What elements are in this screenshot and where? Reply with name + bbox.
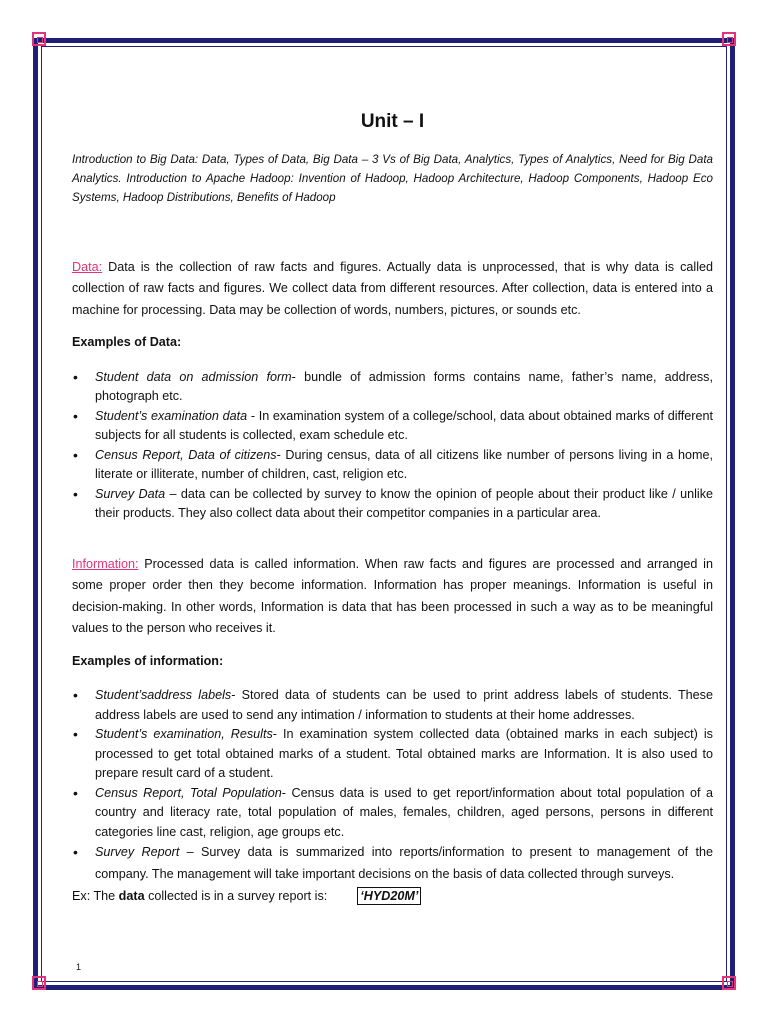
unit-intro: Introduction to Big Data: Data, Types of Data, Big Data – 3 Vs of Big Data, Analytics, Types of Analytics, Need for Big Data Analytics. Introduction to Apache Hadoop: Invention of Hadoop, Hadoop Architecture, Hadoop Components, Hadoop Eco Systems, Hadoop Distributions, Benefits of Hadoop (72, 153, 713, 205)
example-line (72, 887, 713, 907)
list-item-text: Census data is used to get report/information about total population of a country and literacy rate, total population of males, females, children, aged persons, persons in different categories line cast, religion, age groups etc. (95, 785, 713, 839)
list-item (72, 725, 713, 784)
list-item-text: Survey data is summarized into reports/information to present to management of the company. The management will take important decisions on the basis of data collected through surveys. (95, 845, 713, 881)
document-body (72, 110, 713, 907)
list-item (72, 446, 713, 485)
list-item-text: In examination system collected data (obtained marks in each subject) is processed to get total obtained marks of a student. Total obtained marks are Information. It is also used to prepare result card of a student. (95, 727, 713, 781)
example-bold: data (118, 889, 145, 904)
information-definition (72, 554, 713, 640)
list-item-separator: - (231, 688, 242, 703)
data-text: Data is the collection of raw facts and figures. Actually data is unprocessed, that is why data is called collection of raw facts and figures. We collect data from different resources. After collection, data is entered into a machine for processing. Data may be collection of words, numbers, pictures, or sounds etc. (72, 259, 713, 317)
list-item-term: Survey Data (95, 486, 166, 501)
information-label: Information: (72, 556, 139, 571)
example-code-badge: ‘HYD20M’ (357, 887, 421, 905)
corner-ornament-bottom-left (32, 976, 46, 990)
list-item-separator: – (179, 845, 202, 860)
list-item (72, 407, 713, 446)
list-item (72, 485, 713, 524)
list-item-separator: - (272, 727, 283, 742)
list-item-separator: - (247, 408, 259, 423)
example-suffix: collected is in a survey report is: (144, 889, 328, 904)
list-item-term: Survey Report (95, 845, 180, 860)
list-item-term: Census Report, Total Population (95, 785, 282, 800)
list-item-text: data can be collected by survey to know the opinion of people about their product like / unlike their products. They also collect data about their competitor companies in a particular area. (95, 486, 714, 521)
page-title: Unit – I (360, 111, 425, 132)
list-item-separator: - (291, 369, 305, 384)
list-item-separator: - (276, 447, 286, 462)
list-item-text: Stored data of students can be used to print address labels of students. These address labels are used to send any intimation / information to students at their home addresses. (95, 688, 713, 722)
data-label: Data: (72, 259, 103, 274)
list-item-term: Student data on admission form (95, 369, 292, 384)
list-item-separator: – (165, 486, 181, 501)
list-item-text: bundle of admission forms contains name, father’s name, address, photograph etc. (95, 369, 713, 404)
list-item-term: Census Report, Data of citizens (95, 447, 277, 462)
corner-ornament-bottom-right (722, 976, 736, 990)
list-item-term: Student’s examination, Results (95, 727, 273, 742)
data-examples-heading: Examples of Data: (72, 335, 182, 350)
list-item-text: During census, data of all citizens like number of persons living in a home, literate or illiterate, number of children, cast, religion etc. (95, 447, 714, 482)
list-item (72, 842, 713, 885)
information-examples-heading: Examples of information: (72, 653, 224, 668)
data-examples-list (72, 368, 713, 524)
information-examples-list (72, 686, 713, 885)
data-definition (72, 257, 713, 322)
list-item-term: Student’s examination data (95, 408, 248, 423)
corner-ornament-top-left (32, 32, 46, 46)
list-item (72, 368, 713, 407)
list-item-separator: - (281, 785, 292, 800)
list-item (72, 784, 713, 843)
page-number: 1 (76, 962, 82, 972)
corner-ornament-top-right (722, 32, 736, 46)
example-prefix: Ex: The (72, 889, 119, 904)
list-item-text: In examination system of a college/school, data about obtained marks of different subjects for all students is collected, exam schedule etc. (95, 408, 713, 443)
list-item-term: Student’saddress labels (95, 688, 232, 703)
information-text: Processed data is called information. When raw facts and figures are processed and arranged in some proper order then they become information. Information has proper meanings. Information is useful in decision-making. In other words, Information is data that has been processed in such a way as to be meaningful values to the person who receives it. (72, 556, 713, 636)
list-item (72, 686, 713, 725)
